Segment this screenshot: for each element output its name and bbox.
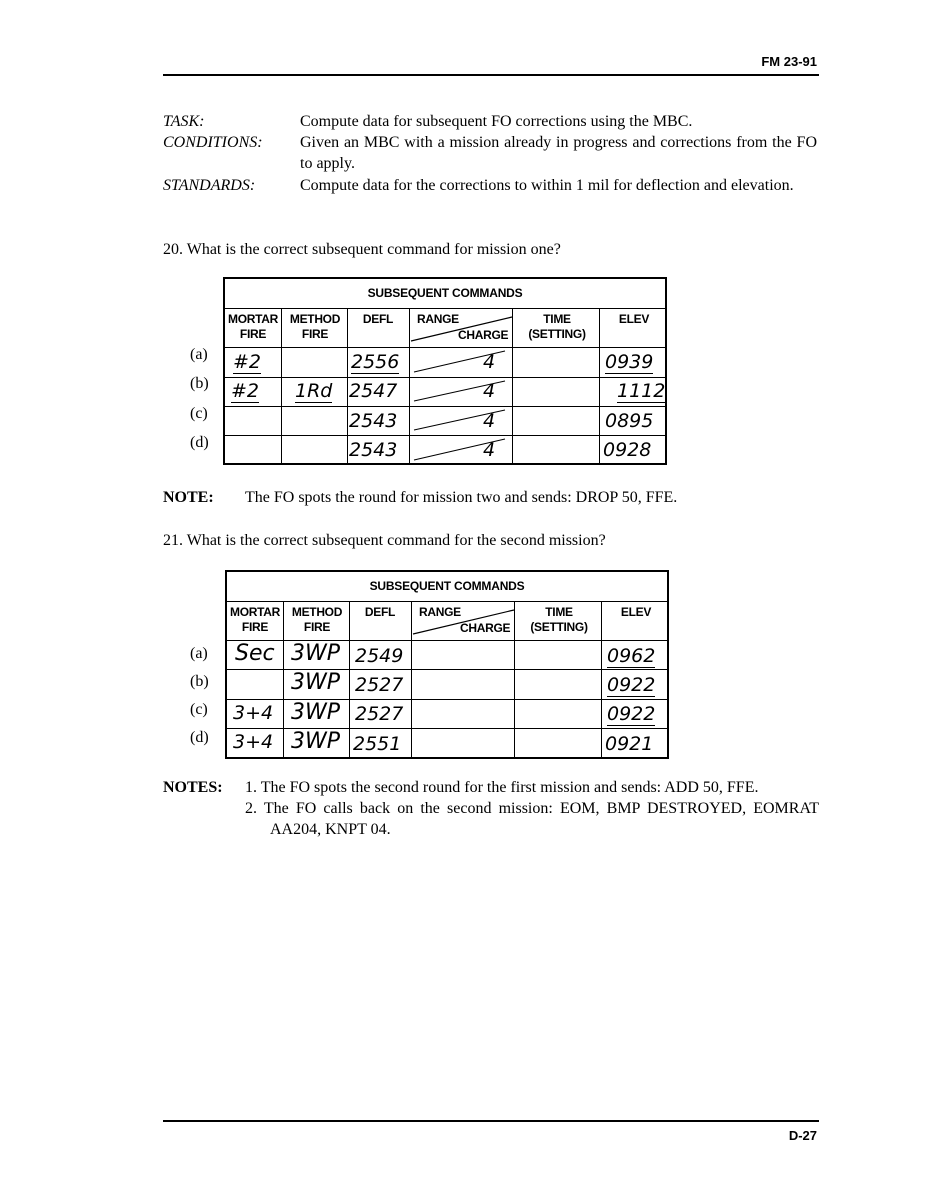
- row-c-elev: 0895: [605, 410, 654, 432]
- row-b-method-fire: 3WP: [291, 670, 341, 695]
- row-letter-b: (b): [190, 673, 209, 690]
- row-letter-b: (b): [190, 375, 209, 392]
- row-letter-c: (c): [190, 701, 208, 718]
- notes-2-item-1: 1. The FO spots the second round for the first mission and sends: ADD 50, FFE.: [245, 779, 759, 796]
- row-a-method-fire: 3WP: [291, 641, 341, 666]
- col-charge: CHARGE: [458, 328, 509, 342]
- row-letter-d: (d): [190, 434, 209, 451]
- standards-row: [163, 175, 819, 217]
- question-21: 21. What is the correct subsequent command for the second mission?: [163, 532, 606, 549]
- row-c-defl: 2543: [349, 410, 398, 432]
- standards-text: Compute data for the corrections to within 1 mil for deflection and elevation.: [300, 177, 794, 194]
- conditions-text: Given an MBC with a mission already in progress and corrections from the FO to apply.: [300, 134, 817, 172]
- running-footer: [163, 1120, 819, 1143]
- row-letter-a: (a): [190, 346, 208, 363]
- notes-2-label: NOTES:: [163, 779, 223, 796]
- col-elev: ELEV: [618, 312, 650, 326]
- manual-number: FM 23-91: [761, 54, 817, 69]
- col-elev: ELEV: [620, 605, 652, 619]
- row-letter-a: (a): [190, 645, 208, 662]
- notes-2-item-2-text: 2. The FO calls back on the second mission: EOM, BMP DESTROYED, EOMRAT AA204, KNPT 04.: [245, 800, 819, 838]
- running-header: [163, 52, 819, 76]
- row-d-method-fire: 3WP: [291, 729, 341, 754]
- row-c-defl: 2527: [355, 703, 404, 725]
- note-1: [163, 487, 819, 508]
- col-range: RANGE: [419, 605, 461, 619]
- page-number: D-27: [788, 1128, 817, 1143]
- row-d-defl: 2551: [353, 733, 402, 755]
- task-label: TASK:: [163, 113, 205, 130]
- col-defl: DEFL: [362, 312, 394, 326]
- note-1-label: NOTE:: [163, 489, 214, 506]
- row-b-defl: 2527: [355, 674, 404, 696]
- col-range: RANGE: [417, 312, 459, 326]
- row-b-defl: 2547: [349, 380, 398, 402]
- row-letter-d: (d): [190, 729, 209, 746]
- row-a-defl: 2549: [355, 645, 404, 667]
- row-c-method-fire: 3WP: [291, 700, 341, 725]
- row-a-elev: 0939: [605, 351, 654, 373]
- question-20: 20. What is the correct subsequent command for mission one?: [163, 241, 561, 258]
- row-a-mortar-fire: #2: [233, 351, 262, 373]
- col-method-fire: METHOD FIRE: [289, 312, 341, 341]
- notes-2-item-2: [245, 798, 819, 840]
- col-mortar-fire: MORTAR FIRE: [230, 605, 280, 634]
- row-a-elev: 0962: [607, 645, 656, 667]
- row-d-charge: 4: [483, 439, 496, 461]
- standards-label: STANDARDS:: [163, 177, 256, 194]
- note-1-text: The FO spots the round for mission two and sends: DROP 50, FFE.: [245, 489, 678, 506]
- row-b-charge: 4: [483, 380, 496, 402]
- conditions-label: CONDITIONS:: [163, 134, 263, 151]
- row-d-elev: 0928: [603, 439, 652, 461]
- row-a-mortar-fire: Sec: [235, 641, 275, 666]
- col-defl: DEFL: [364, 605, 396, 619]
- row-d-elev: 0921: [605, 733, 654, 755]
- col-method-fire: METHOD FIRE: [291, 605, 343, 634]
- row-letter-c: (c): [190, 405, 208, 422]
- subsequent-commands-table-1: [223, 277, 667, 465]
- row-a-defl: 2556: [351, 351, 400, 373]
- row-c-elev: 0922: [607, 703, 656, 725]
- row-d-mortar-fire: 3+4: [233, 731, 274, 753]
- row-b-method-fire: 1Rd: [295, 380, 333, 402]
- conditions-row: [163, 132, 819, 174]
- task-text: Compute data for subsequent FO corrections using the MBC.: [300, 113, 693, 130]
- table-title: SUBSEQUENT COMMANDS: [225, 279, 665, 309]
- row-d-defl: 2543: [349, 439, 398, 461]
- row-b-elev: 1112: [617, 380, 666, 402]
- row-a-charge: 4: [483, 351, 496, 373]
- row-c-mortar-fire: 3+4: [233, 702, 274, 724]
- col-time-setting: TIME (SETTING): [528, 312, 586, 341]
- subsequent-commands-table-2: [225, 570, 669, 759]
- col-time-setting: TIME (SETTING): [530, 605, 588, 634]
- col-mortar-fire: MORTAR FIRE: [228, 312, 278, 341]
- notes-2: [163, 777, 819, 843]
- row-c-charge: 4: [483, 410, 496, 432]
- table-title: SUBSEQUENT COMMANDS: [227, 572, 667, 602]
- task-row: [163, 111, 819, 132]
- col-charge: CHARGE: [460, 621, 511, 635]
- row-b-mortar-fire: #2: [231, 380, 260, 402]
- row-b-elev: 0922: [607, 674, 656, 696]
